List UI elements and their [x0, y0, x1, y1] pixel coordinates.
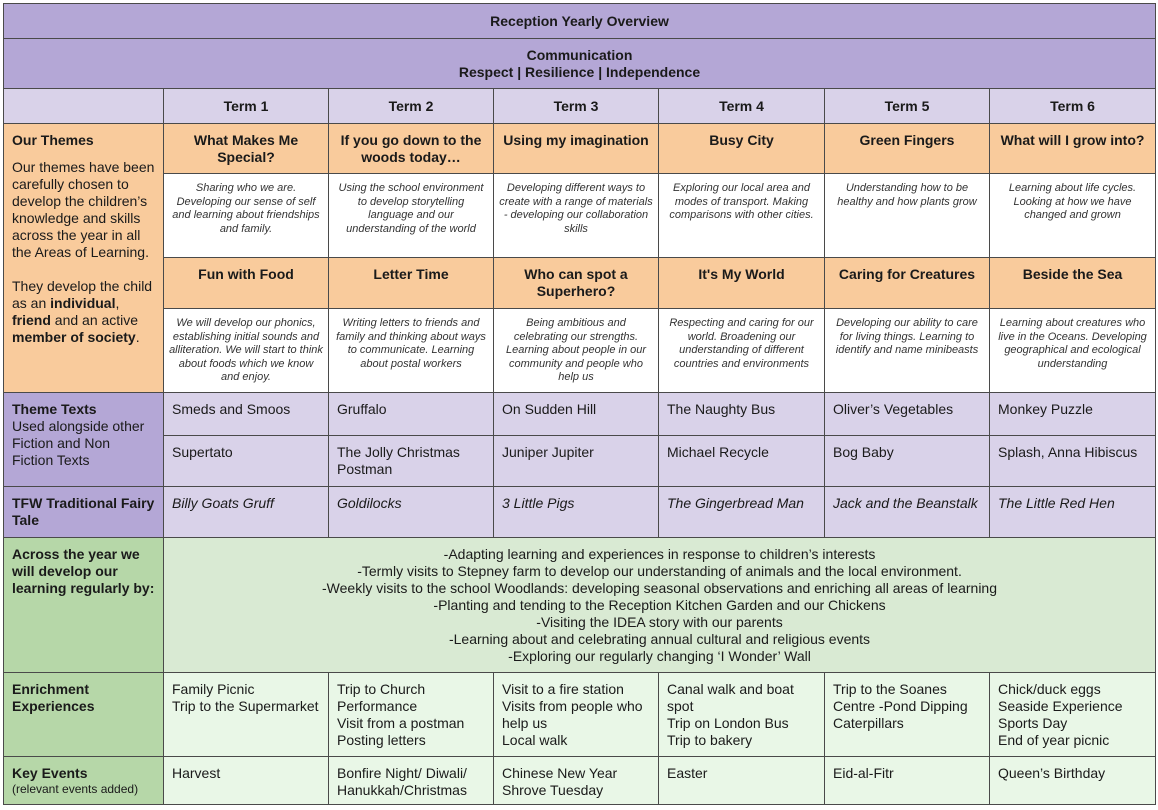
theme-title: If you go down to the woods today…	[329, 124, 494, 174]
enrichment-item: Trip to the Supermarket	[172, 698, 319, 714]
enrichment-item: Chick/duck eggs	[998, 681, 1101, 697]
enrichment-item: End of year picnic	[998, 732, 1110, 748]
key-event-cell	[164, 757, 329, 805]
key-event: Easter	[667, 765, 708, 781]
fairy-tale: Goldilocks	[329, 487, 494, 538]
enrichment-item: Trip to bakery	[667, 732, 753, 748]
fairy-tale: Jack and the Beanstalk	[825, 487, 990, 538]
theme-text: Smeds and Smoos	[164, 393, 329, 436]
theme-description: Understanding how to be healthy and how plants grow	[825, 174, 990, 258]
term-header: Term 2	[329, 89, 494, 124]
theme-text: Bog Baby	[825, 436, 990, 487]
values-label: Respect | Resilience | Independence	[458, 63, 701, 80]
theme-description: Learning about life cycles. Looking at how we have changed and grown	[990, 174, 1156, 258]
key-event: Chinese New Year	[502, 765, 618, 781]
theme-texts-heading: Theme Texts	[12, 401, 97, 417]
key-event-cell	[494, 757, 659, 805]
fairy-tale: The Gingerbread Man	[659, 487, 825, 538]
theme-text: Oliver’s Vegetables	[825, 393, 990, 436]
our-themes-para2: They develop the child as an individual, friend and an active member of society.	[12, 278, 153, 345]
across-year-item: -Visiting the IDEA story with our parents	[536, 614, 783, 630]
enrichment-item: Canal walk and boat spot	[667, 681, 794, 714]
theme-description: Sharing who we are. Developing our sense of self and learning about friendships and family.	[164, 174, 329, 258]
across-year-item: -Exploring our regularly changing ‘I Wonder’ Wall	[508, 648, 811, 664]
across-year-item: -Weekly visits to the school Woodlands: developing seasonal observations and enriching all areas of learning	[322, 580, 998, 596]
enrichment-cell	[164, 673, 329, 757]
theme-text: Gruffalo	[329, 393, 494, 436]
key-event-cell	[329, 757, 494, 805]
theme-texts-cell	[4, 393, 164, 487]
fairy-tale-heading: TFW Traditional Fairy Tale	[4, 487, 164, 538]
theme-description: Respecting and caring for our world. Broadening our understanding of different countries and environments	[659, 309, 825, 393]
theme-title: Fun with Food	[164, 258, 329, 309]
enrichment-cell	[494, 673, 659, 757]
theme-title: Busy City	[659, 124, 825, 174]
our-themes-cell	[4, 124, 164, 393]
fairy-tale: The Little Red Hen	[990, 487, 1156, 538]
theme-title: Letter Time	[329, 258, 494, 309]
theme-description: Exploring our local area and modes of transport. Making comparisons with other cities.	[659, 174, 825, 258]
fairy-tale: Billy Goats Gruff	[164, 487, 329, 538]
term-header: Term 3	[494, 89, 659, 124]
enrichment-item: Trip on London Bus	[667, 715, 789, 731]
corner-cell	[4, 89, 164, 124]
theme-text: Splash, Anna Hibiscus	[990, 436, 1156, 487]
theme-text: The Naughty Bus	[659, 393, 825, 436]
enrichment-item: Visit to a fire station	[502, 681, 624, 697]
term-header: Term 5	[825, 89, 990, 124]
theme-text: Juniper Jupiter	[494, 436, 659, 487]
key-event: Bonfire Night/ Diwali/ Hanukkah/Christmas	[337, 765, 467, 798]
theme-title: Green Fingers	[825, 124, 990, 174]
enrichment-cell	[825, 673, 990, 757]
overview-table	[3, 3, 1156, 805]
theme-text: Michael Recycle	[659, 436, 825, 487]
across-year-list	[164, 538, 1156, 673]
key-events-cell	[4, 757, 164, 805]
enrichment-item: Trip to Church Performance	[337, 681, 426, 714]
enrichment-item: Visit from a postman	[337, 715, 465, 731]
key-event-cell	[659, 757, 825, 805]
term-header: Term 1	[164, 89, 329, 124]
enrichment-item: Sports Day	[998, 715, 1068, 731]
term-header: Term 4	[659, 89, 825, 124]
theme-title: It's My World	[659, 258, 825, 309]
theme-description: Learning about creatures who live in the Oceans. Developing geographical and ecological understanding	[990, 309, 1156, 393]
theme-description: Being ambitious and celebrating our strengths. Learning about people in our community and people who help us	[494, 309, 659, 393]
theme-text: On Sudden Hill	[494, 393, 659, 436]
values-banner	[4, 39, 1156, 89]
our-themes-heading: Our Themes	[12, 132, 94, 148]
theme-title: What will I grow into?	[990, 124, 1156, 174]
theme-description: Developing our ability to care for living things. Learning to identify and name minibeasts	[825, 309, 990, 393]
theme-title: Caring for Creatures	[825, 258, 990, 309]
key-event: Queen’s Birthday	[998, 765, 1106, 781]
theme-title: Using my imagination	[494, 124, 659, 174]
term-header: Term 6	[990, 89, 1156, 124]
theme-text: The Jolly Christmas Postman	[329, 436, 494, 487]
key-event: Harvest	[172, 765, 221, 781]
key-events-heading: Key Events	[12, 765, 88, 781]
across-year-item: -Termly visits to Stepney farm to develop our understanding of animals and the local environment.	[357, 563, 962, 579]
our-themes-para1: Our themes have been carefully chosen to develop the children’s knowledge and skills across the year in all the Areas of Learning.	[12, 159, 155, 260]
enrichment-heading: Enrichment Experiences	[4, 673, 164, 757]
across-year-heading: Across the year we will develop our learning regularly by:	[4, 538, 164, 673]
key-event: Shrove Tuesday	[502, 782, 604, 798]
across-year-item: -Adapting learning and experiences in response to children’s interests	[443, 546, 876, 562]
theme-description: We will develop our phonics, establishing initial sounds and alliteration. We will start to think about foods which we know and enjoy.	[164, 309, 329, 393]
enrichment-cell	[990, 673, 1156, 757]
theme-text: Supertato	[164, 436, 329, 487]
across-year-item: -Planting and tending to the Reception Kitchen Garden and our Chickens	[433, 597, 886, 613]
enrichment-item: Family Picnic	[172, 681, 255, 697]
fairy-tale: 3 Little Pigs	[494, 487, 659, 538]
theme-text: Monkey Puzzle	[990, 393, 1156, 436]
key-event: Eid-al-Fitr	[833, 765, 894, 781]
enrichment-cell	[659, 673, 825, 757]
enrichment-cell	[329, 673, 494, 757]
theme-description: Using the school environment to develop storytelling language and our understanding of the world	[329, 174, 494, 258]
enrichment-item: Local walk	[502, 732, 568, 748]
across-year-item: -Learning about and celebrating annual cultural and religious events	[448, 631, 871, 647]
key-event-cell	[990, 757, 1156, 805]
enrichment-item: Posting letters	[337, 732, 426, 748]
page-title: Reception Yearly Overview	[4, 4, 1156, 39]
theme-description: Developing different ways to create with a range of materials - developing our collaboration skills	[494, 174, 659, 258]
key-event-cell	[825, 757, 990, 805]
theme-title: Beside the Sea	[990, 258, 1156, 309]
theme-description: Writing letters to friends and family and thinking about ways to communicate. Learning about postal workers	[329, 309, 494, 393]
theme-title: Who can spot a Superhero?	[494, 258, 659, 309]
key-events-sub: (relevant events added)	[12, 782, 139, 796]
enrichment-item: Caterpillars	[833, 715, 904, 731]
enrichment-item: Trip to the Soanes Centre -Pond Dipping	[833, 681, 968, 714]
theme-texts-sub: Used alongside other Fiction and Non Fiction Texts	[12, 418, 145, 468]
enrichment-item: Seaside Experience	[998, 698, 1123, 714]
theme-title: What Makes Me Special?	[164, 124, 329, 174]
enrichment-item: Visits from people who help us	[502, 698, 643, 731]
communication-label: Communication	[526, 46, 633, 63]
